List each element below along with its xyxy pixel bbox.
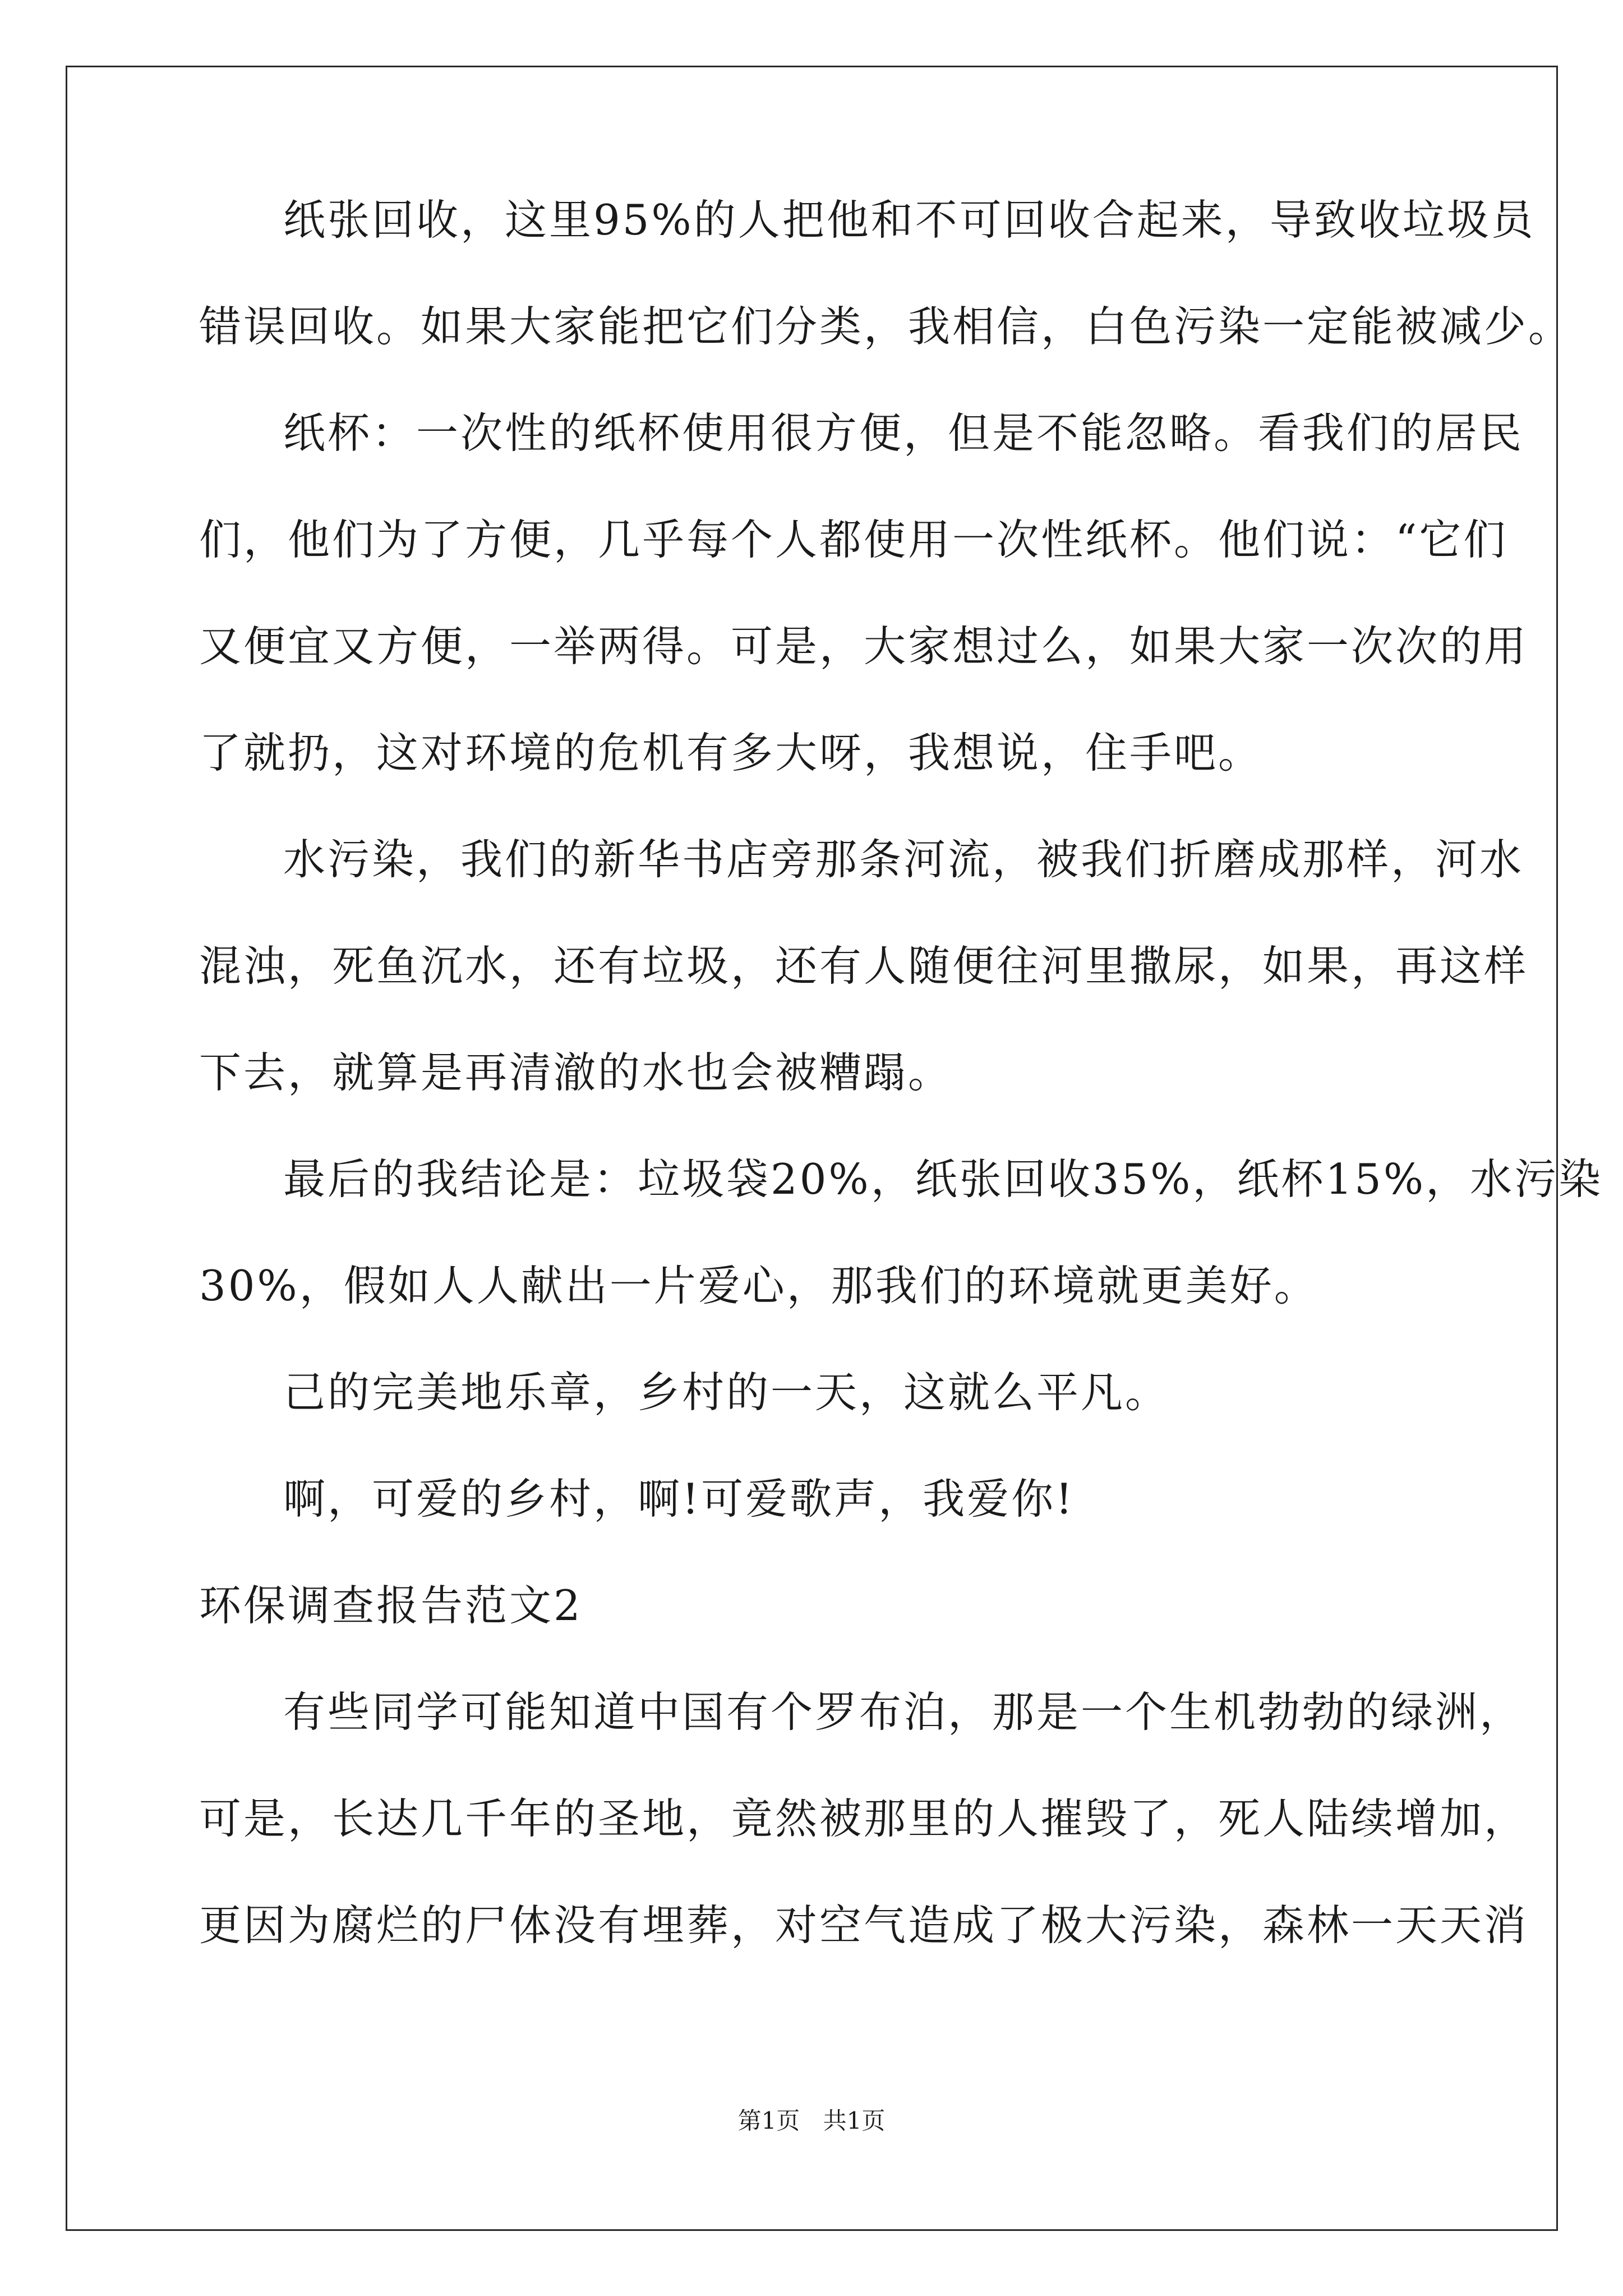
paragraph-line: 纸杯：一次性的纸杯使用很方便，但是不能忽略。看我们的居民 [283,408,1524,458]
paragraph-line: 下去，就算是再清澈的水也会被糟蹋。 [199,1048,953,1097]
paragraph-line: 最后的我结论是：垃圾袋20%，纸张回收35%，纸杯15%，水污染 [283,1154,1603,1204]
paragraph-line: 混浊，死鱼沉水，还有垃圾，还有人随便往河里撒尿，如果，再这样 [199,941,1529,991]
document-body [199,195,1603,1950]
paragraph-line: 错误回收。如果大家能把它们分类，我相信，白色污染一定能被减少。 [199,302,1573,351]
paragraph-line: 纸张回收，这里95%的人把他和不可回收合起来，导致收垃圾员 [283,195,1536,245]
paragraph-line: 啊，可爱的乡村，啊!可爱歌声，我爱你! [283,1474,1075,1524]
paragraph-line: 可是，长达几千年的圣地，竟然被那里的人摧毁了，死人陆续增加， [199,1794,1529,1843]
page-footer [0,2109,1623,2133]
paragraph-line: 更因为腐烂的尸体没有埋葬，对空气造成了极大污染，森林一天天消 [199,1901,1529,1950]
paragraph-line: 们，他们为了方便，几乎每个人都使用一次性纸杯。他们说：“它们 [199,515,1508,564]
page-total: 共1页 [823,2107,886,2134]
paragraph-line: 己的完美地乐章，乡村的一天，这就么平凡。 [283,1368,1170,1417]
paragraph-line: 30%，假如人人献出一片爱心，那我们的环境就更美好。 [199,1261,1318,1310]
paragraph-line: 水污染，我们的新华书店旁那条河流，被我们折磨成那样，河水 [283,835,1524,884]
paragraph-line: 有些同学可能知道中国有个罗布泊，那是一个生机勃勃的绿洲， [283,1687,1524,1737]
paragraph-line: 又便宜又方便，一举两得。可是，大家想过么，如果大家一次次的用 [199,622,1529,671]
paragraph-line: 了就扔，这对环境的危机有多大呀，我想说，住手吧。 [199,728,1263,777]
section-heading: 环保调查报告范文2 [199,1581,583,1630]
page-number: 第1页 [737,2107,800,2134]
